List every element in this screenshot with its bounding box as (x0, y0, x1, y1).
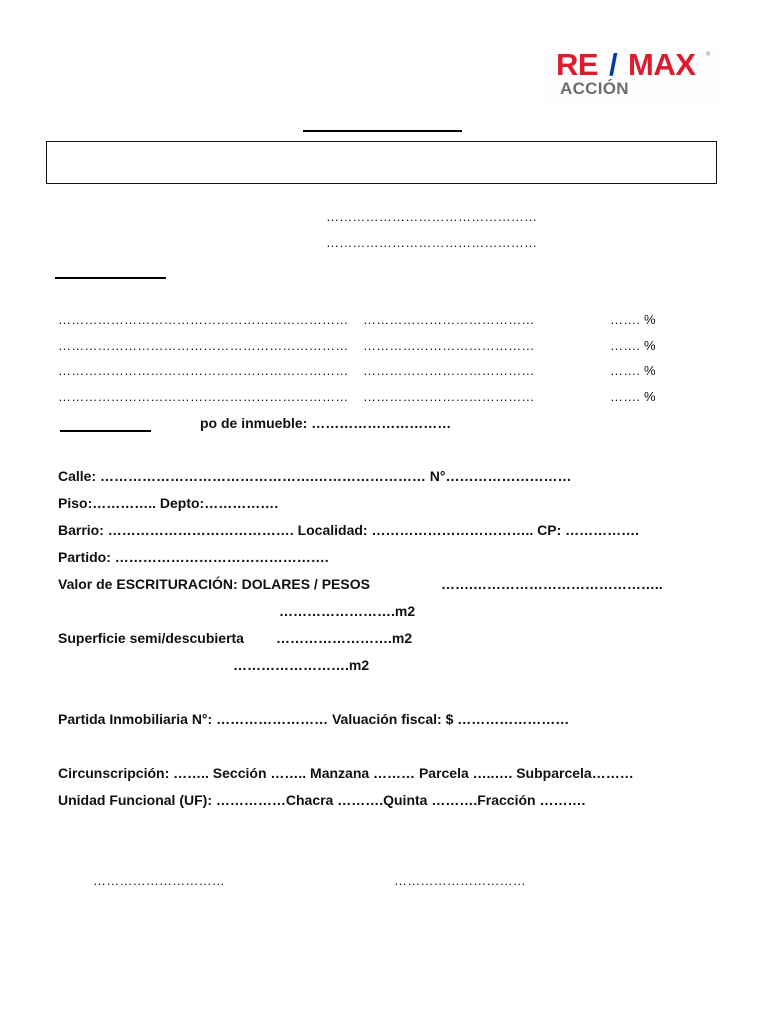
neighborhood-locality-field[interactable]: Barrio: …………………………………. Localidad: …………………………….. CP: ……………. (58, 522, 640, 538)
semi-covered-surface-field[interactable]: …………………….m2 (276, 630, 413, 646)
signature-line-right[interactable]: ………………………… (394, 873, 526, 888)
owner-name-field[interactable]: ………………………………………………………… (58, 312, 349, 327)
surface-field-1[interactable]: …………………….m2 (279, 603, 416, 619)
remax-accion-logo (546, 46, 718, 104)
logo-brand-re: RE (556, 47, 599, 82)
header-box-field[interactable] (46, 141, 717, 184)
logo-office-name: ACCIÓN (560, 79, 629, 98)
section-underline (55, 277, 166, 279)
header-dotted-line-2[interactable]: ………………………………………… (326, 235, 538, 250)
cadastral-line-2[interactable]: Unidad Funcional (UF): ……………Chacra ……….Quinta ……….Fracción ………. (58, 792, 586, 808)
owner-id-field[interactable]: ………………………………… (363, 363, 535, 378)
title-underline (303, 130, 462, 132)
logo-brand-max: MAX (628, 47, 696, 82)
owner-percent-field[interactable]: ……. % (610, 389, 656, 404)
owner-name-field[interactable]: ………………………………………………………… (58, 389, 349, 404)
owner-id-field[interactable]: ………………………………… (363, 389, 535, 404)
surface-field-3[interactable]: …………………….m2 (233, 657, 370, 673)
owner-percent-field[interactable]: ……. % (610, 363, 656, 378)
owner-id-field[interactable]: ………………………………… (363, 312, 535, 327)
street-field[interactable]: Calle: ……………………………………….…………………… N°……………………… (58, 468, 572, 484)
signature-line-left[interactable]: ………………………… (93, 873, 225, 888)
logo-registered-mark: ® (706, 52, 711, 58)
semi-covered-surface-label: Superficie semi/descubierta (58, 630, 244, 646)
property-type-field[interactable]: po de inmueble: ………………………… (200, 415, 452, 431)
deed-value-field[interactable]: …….………………………………….. (441, 576, 663, 592)
tax-parcel-valuation-field[interactable]: Partida Inmobiliaria N°: …………………… Valuación fiscal: $ …………………… (58, 711, 570, 727)
owner-percent-field[interactable]: ……. % (610, 312, 656, 327)
owner-id-field[interactable]: ………………………………… (363, 338, 535, 353)
district-field[interactable]: Partido: ………………………………………. (58, 549, 329, 565)
owner-name-field[interactable]: ………………………………………………………… (58, 338, 349, 353)
cadastral-line-1[interactable]: Circunscripción: …….. Sección …….. Manzana ……… Parcela …..…. Subparcela……… (58, 765, 634, 781)
header-dotted-line-1[interactable]: ………………………………………… (326, 209, 538, 224)
property-section-underline (60, 430, 151, 432)
owner-name-field[interactable]: ………………………………………………………… (58, 363, 349, 378)
floor-apartment-field[interactable]: Piso:………….. Depto:……………. (58, 495, 279, 511)
deed-value-label: Valor de ESCRITURACIÓN: DOLARES / PESOS (58, 576, 370, 592)
logo-brand-slash: / (609, 47, 618, 82)
owner-percent-field[interactable]: ……. % (610, 338, 656, 353)
